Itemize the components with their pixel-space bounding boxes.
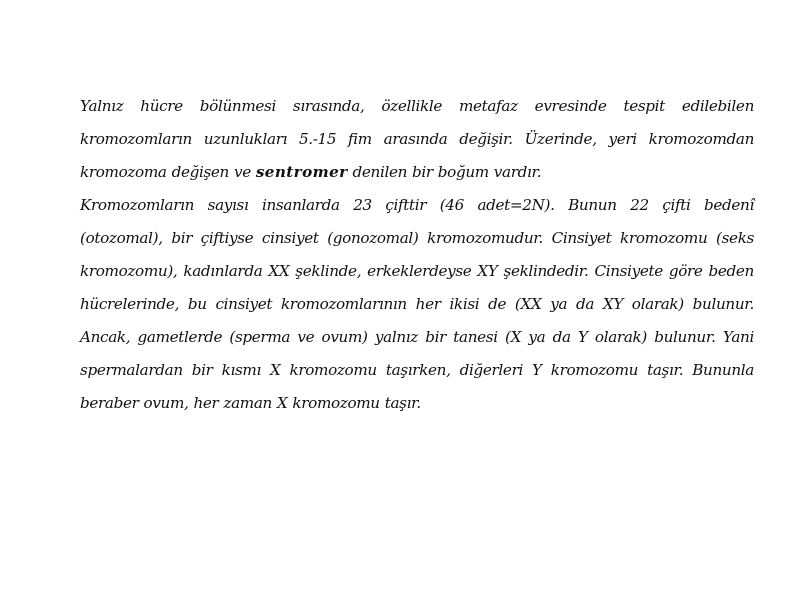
paragraph-1-text-start: Yalnız hücre bölünmesi sırasında, özellikle metafaz evresinde tespit edilebilen kromozomların uzunlukları 5.-15 fim arasında değişir. Üzerinde, yeri kromozomdan kromozoma değişen ve — [80, 97, 754, 181]
paragraph-chromosome-count: Kromozomların sayısı insanlarda 23 çifttir (46 adet=2N). Bunun 22 çifti bedenî (otozomal), bir çiftiyse cinsiyet (gonozomal) kromozomudur. Cinsiyet kromozomu (seks kromozomu), kadınlarda XX şeklinde, erkeklerdeyse XY şeklindedir. Cinsiyete göre beden hücrelerinde, bu cinsiyet kromozomlarının her ikisi de (XX ya da XY olarak) bulunur. Ancak, gametlerde (sperma ve ovum) yalnız bir tanesi (X ya da Y olarak) bulunur. Yani spermalardan bir kısmı X kromozomu taşırken, diğerleri Y kromozomu taşır. Bununla beraber ovum, her zaman X kromozomu taşır. — [80, 196, 754, 412]
paragraph-1-text-end: denilen bir boğum vardır. — [347, 163, 542, 181]
paragraph-chromosome-length — [80, 90, 754, 189]
term-sentromer: sentromer — [255, 163, 348, 181]
body-text — [80, 90, 754, 420]
